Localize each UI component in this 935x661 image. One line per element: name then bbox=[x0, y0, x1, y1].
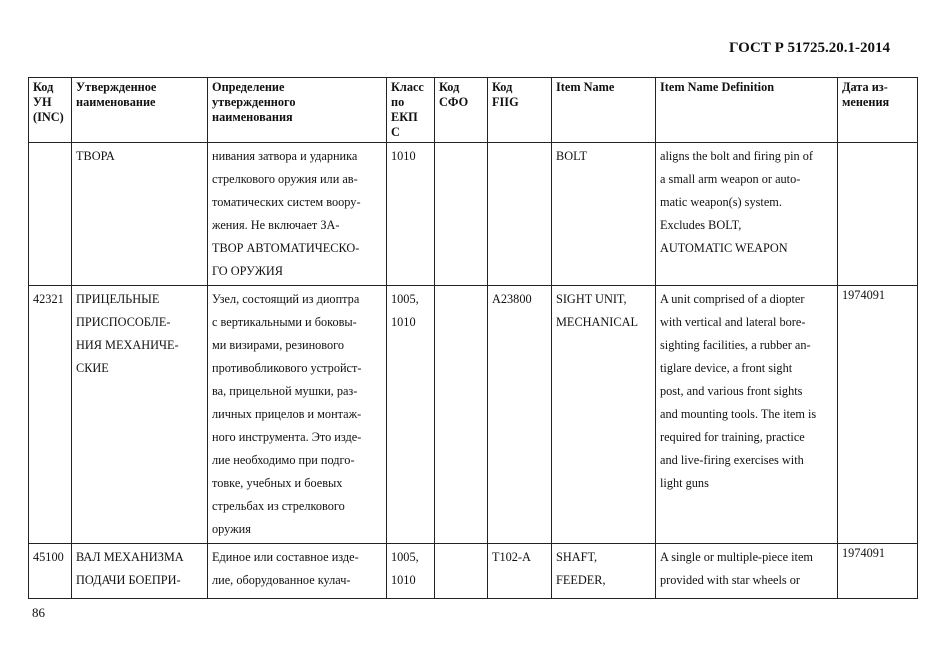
document-code: ГОСТ Р 51725.20.1-2014 bbox=[728, 40, 890, 56]
header-approved-name: Утвержденное наименование bbox=[72, 78, 208, 143]
cell-fiig bbox=[488, 143, 552, 286]
page-number: 86 bbox=[32, 605, 45, 620]
cell-sfo bbox=[435, 286, 488, 544]
catalog-table bbox=[28, 77, 918, 599]
cell-class: 1005, 1010 bbox=[387, 544, 435, 599]
cell-approved-name: ВАЛ МЕХАНИЗМА ПОДАЧИ БОЕПРИ- bbox=[72, 544, 208, 599]
cell-fiig: T102-A bbox=[488, 544, 552, 599]
cell-change-date: 1974091 bbox=[838, 286, 918, 544]
table-row bbox=[29, 286, 918, 544]
table-header-row bbox=[29, 78, 918, 143]
header-class: Класс по ЕКП С bbox=[387, 78, 435, 143]
cell-sfo bbox=[435, 143, 488, 286]
cell-item-name: SIGHT UNIT, MECHANICAL bbox=[552, 286, 656, 544]
cell-change-date bbox=[838, 143, 918, 286]
cell-definition: Единое или составное изде- лие, оборудованное кулач- bbox=[208, 544, 387, 599]
cell-fiig: A23800 bbox=[488, 286, 552, 544]
header-item-name-definition: Item Name Definition bbox=[656, 78, 838, 143]
cell-definition: нивания затвора и ударника стрелкового оружия или ав- томатических систем воору- жения. Не включает ЗА- ТВОР АВТОМАТИЧЕСКО- ГО ОРУЖИЯ bbox=[208, 143, 387, 286]
header-sfo-code: Код СФО bbox=[435, 78, 488, 143]
cell-sfo bbox=[435, 544, 488, 599]
cell-class: 1005, 1010 bbox=[387, 286, 435, 544]
cell-approved-name: ТВОРА bbox=[72, 143, 208, 286]
cell-inc: 42321 bbox=[29, 286, 72, 544]
cell-class: 1010 bbox=[387, 143, 435, 286]
cell-item-name: SHAFT, FEEDER, bbox=[552, 544, 656, 599]
header-fiig-code: Код FIIG bbox=[488, 78, 552, 143]
cell-inc: 45100 bbox=[29, 544, 72, 599]
cell-item-name: BOLT bbox=[552, 143, 656, 286]
table-row bbox=[29, 544, 918, 599]
cell-approved-name: ПРИЦЕЛЬНЫЕ ПРИСПОСОБЛЕ- НИЯ МЕХАНИЧЕ- СКИЕ bbox=[72, 286, 208, 544]
cell-item-definition: aligns the bolt and firing pin of a small arm weapon or auto- matic weapon(s) system. Excludes BOLT, AUTOMATIC WEAPON bbox=[656, 143, 838, 286]
cell-inc bbox=[29, 143, 72, 286]
cell-definition: Узел, состоящий из диоптра с вертикальными и боковы- ми визирами, резинового противобликового устройст- ва, прицельной мушки, раз- личных прицелов и монтаж- ного инструмента. Это изде- лие необходимо при подго- товке, учебных и боевых стрельбах из стрелкового оружия bbox=[208, 286, 387, 544]
cell-item-definition: A single or multiple-piece item provided with star wheels or bbox=[656, 544, 838, 599]
header-inc-code: Код УН (INC) bbox=[29, 78, 72, 143]
cell-change-date: 1974091 bbox=[838, 544, 918, 599]
cell-item-definition: A unit comprised of a diopter with vertical and lateral bore- sighting facilities, a rubber an- tiglare device, a front sight post, and various front sights and mounting tools. The item is required for training, practice and live-firing exercises with light guns bbox=[656, 286, 838, 544]
header-name-definition: Определение утвержденного наименования bbox=[208, 78, 387, 143]
table-row bbox=[29, 143, 918, 286]
header-change-date: Дата из- менения bbox=[838, 78, 918, 143]
header-item-name: Item Name bbox=[552, 78, 656, 143]
